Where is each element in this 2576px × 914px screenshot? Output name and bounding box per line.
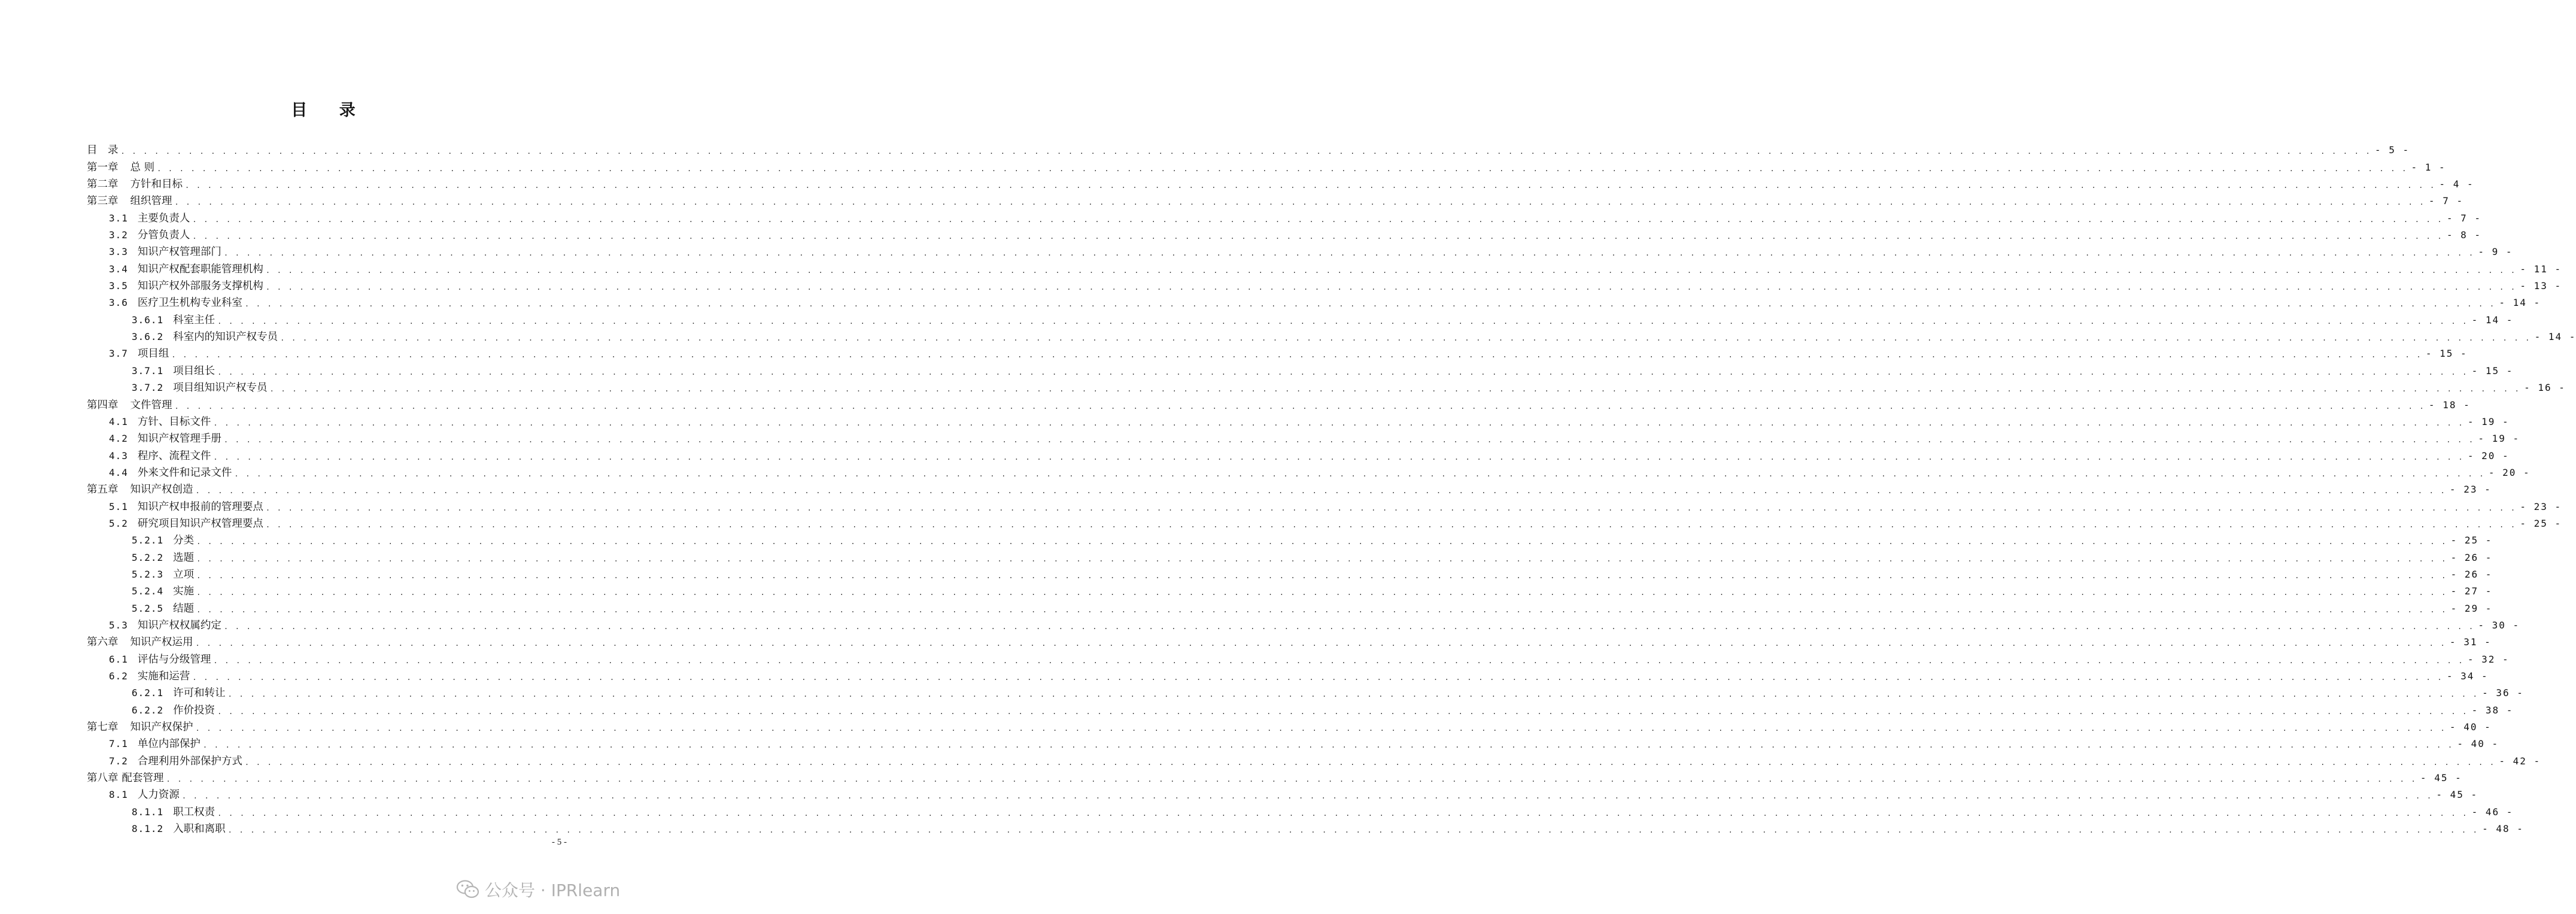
toc-dot-leader: . . . . . . . . . . . . . . . . . . . . . . . . . . . . . . . . . . . . . . . . . . . . . . . . . . . . . . . . . . . . . . . . . . . . . . . . . . . . . . . . . . . . . . . . . . . . . . . . . . . . . . . . . . . . . . . . . . . . . . . . . . . . . . . . . . . . . . . . . . . . . . . . . . . . . . . . . . . . . . . . . . . . . . . . . . . . . . . . . . . . . . . . . . . . . . . . . . . . . . . .	[269, 385, 2521, 394]
toc-entry[interactable]	[87, 227, 2481, 244]
toc-entry-title: 合理利用外部保护方式	[137, 755, 242, 767]
toc-entry-title: 人力资源	[137, 789, 180, 801]
toc-entry-label	[109, 210, 192, 227]
toc-entry-page: - 31 -	[2449, 636, 2492, 648]
toc-entry-page: - 27 -	[2450, 585, 2493, 597]
toc-dot-leader: . . . . . . . . . . . . . . . . . . . . . . . . . . . . . . . . . . . . . . . . . . . . . . . . . . . . . . . . . . . . . . . . . . . . . . . . . . . . . . . . . . . . . . . . . . . . . . . . . . . . . . . . . . . . . . . . . . . . . . . . . . . . . . . . . . . . . . . . . . . . . . . . . . . . . . . . . . . . . . . . . . . . . . . . . . . . . . . . . . . . . . . . . . . . . . . . . . . . . . . .	[195, 487, 2446, 496]
toc-dot-leader: . . . . . . . . . . . . . . . . . . . . . . . . . . . . . . . . . . . . . . . . . . . . . . . . . . . . . . . . . . . . . . . . . . . . . . . . . . . . . . . . . . . . . . . . . . . . . . . . . . . . . . . . . . . . . . . . . . . . . . . . . . . . . . . . . . . . . . . . . . . . . . . . . . . . . . . . . . . . . . . . . . . . . . . . . . . . . . . . . . . . . . . . . . . . . . . . . . . . . . . .	[223, 249, 2475, 258]
toc-entry-title: 分类	[173, 535, 195, 547]
toc-entry[interactable]	[87, 600, 2493, 617]
toc-entry-number: 3.7.1	[132, 365, 164, 376]
toc-entry-label	[87, 719, 196, 736]
toc-entry-title: 科室主任	[173, 314, 215, 326]
toc-entry-title: 结题	[173, 602, 195, 615]
toc-entry-number: 3.3	[109, 246, 128, 258]
toc-entry-label	[132, 685, 228, 702]
toc-entry[interactable]	[87, 498, 2562, 515]
toc-entry-title: 外来文件和记录文件	[137, 466, 232, 479]
toc-dot-leader: . . . . . . . . . . . . . . . . . . . . . . . . . . . . . . . . . . . . . . . . . . . . . . . . . . . . . . . . . . . . . . . . . . . . . . . . . . . . . . . . . . . . . . . . . . . . . . . . . . . . . . . . . . . . . . . . . . . . . . . . . . . . . . . . . . . . . . . . . . . . . . . . . . . . . . . . . . . . . . . . . . . . . . . . . . . . . . . . . . . . . . . . . . . . . . . . . . . . . . . .	[195, 639, 2446, 648]
toc-dot-leader: . . . . . . . . . . . . . . . . . . . . . . . . . . . . . . . . . . . . . . . . . . . . . . . . . . . . . . . . . . . . . . . . . . . . . . . . . . . . . . . . . . . . . . . . . . . . . . . . . . . . . . . . . . . . . . . . . . . . . . . . . . . . . . . . . . . . . . . . . . . . . . . . . . . . . . . . . . . . . . . . . . . . . . . . . . . . . . . . . . . . . . . . . . . . . . . . . . . . . . . .	[196, 554, 2447, 563]
toc-entry-label	[87, 176, 185, 193]
toc-entry[interactable]	[87, 668, 2489, 685]
toc-entry-number: 第五章	[87, 484, 119, 496]
toc-entry-label	[109, 787, 182, 803]
toc-entry[interactable]	[87, 345, 2468, 362]
toc-dot-leader: . . . . . . . . . . . . . . . . . . . . . . . . . . . . . . . . . . . . . . . . . . . . . . . . . . . . . . . . . . . . . . . . . . . . . . . . . . . . . . . . . . . . . . . . . . . . . . . . . . . . . . . . . . . . . . . . . . . . . . . . . . . . . . . . . . . . . . . . . . . . . . . . . . . . . . . . . . . . . . . . . . . . . . . . . . . . . . . . . . . . . . . . . . . . . . . . . . . . . . . .	[217, 368, 2468, 376]
toc-entry-page: - 7 -	[2428, 195, 2464, 207]
toc-entry-page: - 45 -	[2420, 772, 2462, 784]
toc-entry-number: 4.4	[109, 466, 128, 478]
toc-entry-title: 程序、流程文件	[137, 450, 211, 462]
toc-entry[interactable]	[87, 702, 2514, 718]
toc-entry-label	[132, 600, 196, 617]
toc-entry-title: 科室内的知识产权专员	[173, 331, 278, 344]
toc-dot-leader: . . . . . . . . . . . . . . . . . . . . . . . . . . . . . . . . . . . . . . . . . . . . . . . . . . . . . . . . . . . . . . . . . . . . . . . . . . . . . . . . . . . . . . . . . . . . . . . . . . . . . . . . . . . . . . . . . . . . . . . . . . . . . . . . . . . . . . . . . . . . . . . . . . . . . . . . . . . . . . . . . . . . . . . . . . . . . . . . . . . . . . . . . . . . . . . . . . . . . . . .	[213, 418, 2464, 427]
toc-entry-page: - 15 -	[2425, 348, 2468, 360]
toc-entry[interactable]	[87, 396, 2471, 413]
toc-entry-title: 知识产权权属约定	[137, 619, 221, 631]
toc-entry-page: - 46 -	[2471, 806, 2514, 818]
toc-entry[interactable]	[87, 294, 2541, 311]
toc-entry-title: 总 则	[130, 161, 155, 174]
toc-entry-page: - 38 -	[2471, 704, 2514, 716]
toc-entry-number: 8.1.2	[132, 823, 164, 835]
toc-entry-number: 3.7	[109, 348, 128, 360]
toc-entry[interactable]	[87, 821, 2524, 837]
toc-entry-page: - 13 -	[2520, 280, 2562, 292]
toc-entry-title: 方针和目标	[130, 178, 183, 191]
toc-entry-page: - 5 -	[2374, 144, 2410, 156]
toc-dot-leader: . . . . . . . . . . . . . . . . . . . . . . . . . . . . . . . . . . . . . . . . . . . . . . . . . . . . . . . . . . . . . . . . . . . . . . . . . . . . . . . . . . . . . . . . . . . . . . . . . . . . . . . . . . . . . . . . . . . . . . . . . . . . . . . . . . . . . . . . . . . . . . . . . . . . . . . . . . . . . . . . . . . . . . . . . . . . . . . . . . . . . . . . . . . . . . . . . . . . . . . .	[265, 283, 2517, 292]
toc-entry-title: 知识产权外部服务支撑机构	[137, 280, 263, 293]
toc-dot-leader: . . . . . . . . . . . . . . . . . . . . . . . . . . . . . . . . . . . . . . . . . . . . . . . . . . . . . . . . . . . . . . . . . . . . . . . . . . . . . . . . . . . . . . . . . . . . . . . . . . . . . . . . . . . . . . . . . . . . . . . . . . . . . . . . . . . . . . . . . . . . . . . . . . . . . . . . . . . . . . . . . . . . . . . . . . . . . . . . . . . . . . . . . . . . . . . . . . . . . . . .	[120, 147, 2371, 156]
toc-entry-number: 8.1.1	[132, 806, 164, 818]
toc-entry-label	[132, 549, 196, 566]
toc-entry-page: - 20 -	[2488, 466, 2531, 478]
toc-entry-page: - 32 -	[2467, 653, 2510, 665]
toc-entry-number: 5.2.4	[132, 585, 164, 597]
toc-entry-label	[109, 515, 266, 532]
toc-entry-title: 选题	[173, 551, 195, 564]
toc-entry-label	[109, 244, 224, 260]
toc-entry-page: - 25 -	[2450, 535, 2493, 546]
toc-entry-label	[132, 532, 196, 549]
toc-entry-page: - 19 -	[2478, 433, 2520, 445]
toc-entry-number: 4.2	[109, 433, 128, 445]
toc-dot-leader: . . . . . . . . . . . . . . . . . . . . . . . . . . . . . . . . . . . . . . . . . . . . . . . . . . . . . . . . . . . . . . . . . . . . . . . . . . . . . . . . . . . . . . . . . . . . . . . . . . . . . . . . . . . . . . . . . . . . . . . . . . . . . . . . . . . . . . . . . . . . . . . . . . . . . . . . . . . . . . . . . . . . . . . . . . . . . . . . . . . . . . . . . . . . . . . . . . . . . . . .	[244, 758, 2496, 767]
toc-entry[interactable]	[87, 583, 2493, 600]
toc-entry-number: 3.6	[109, 297, 128, 309]
toc-entry-number: 3.7.2	[132, 382, 164, 394]
toc-entry-page: - 42 -	[2499, 755, 2541, 767]
toc-entry-page: - 11 -	[2520, 263, 2562, 275]
toc-entry[interactable]	[87, 260, 2562, 277]
toc-entry[interactable]	[87, 193, 2464, 209]
toc-entry-title: 许可和转让	[173, 687, 226, 700]
toc-entry-page: - 15 -	[2471, 365, 2514, 376]
toc-entry-title: 主要负责人	[137, 212, 190, 224]
toc-entry-number: 第四章	[87, 399, 119, 411]
toc-entry-title: 知识产权管理部门	[137, 246, 221, 259]
toc-entry-number: 6.2.2	[132, 704, 164, 716]
toc-entry-title: 目 录	[87, 144, 119, 157]
toc-entry-label	[132, 312, 217, 329]
toc-entry-label	[87, 142, 121, 159]
toc-entry-label	[109, 261, 266, 278]
toc-entry-label	[132, 804, 217, 821]
toc-entry-page: - 8 -	[2446, 229, 2481, 241]
toc-entry-page: - 1 -	[2411, 161, 2446, 173]
toc-entry-title: 知识产权申报前的管理要点	[137, 500, 263, 513]
toc-entry-title: 项目组知识产权专员	[173, 382, 268, 394]
toc-entry-label	[87, 159, 157, 176]
toc-entry-label	[109, 430, 224, 447]
toc-entry-page: - 45 -	[2436, 789, 2478, 801]
toc-entry-label	[132, 566, 196, 583]
toc-entry-page: - 26 -	[2450, 568, 2493, 580]
toc-entry-number: 5.3	[109, 619, 128, 631]
toc-dot-leader: . . . . . . . . . . . . . . . . . . . . . . . . . . . . . . . . . . . . . . . . . . . . . . . . . . . . . . . . . . . . . . . . . . . . . . . . . . . . . . . . . . . . . . . . . . . . . . . . . . . . . . . . . . . . . . . . . . . . . . . . . . . . . . . . . . . . . . . . . . . . . . . . . . . . . . . . . . . . . . . . . . . . . . . . . . . . . . . . . . . . . . . . . . . . . . . . . . . . . . . .	[174, 198, 2425, 207]
toc-entry-label	[109, 345, 171, 362]
toc-entry-label	[132, 821, 228, 837]
toc-dot-leader: . . . . . . . . . . . . . . . . . . . . . . . . . . . . . . . . . . . . . . . . . . . . . . . . . . . . . . . . . . . . . . . . . . . . . . . . . . . . . . . . . . . . . . . . . . . . . . . . . . . . . . . . . . . . . . . . . . . . . . . . . . . . . . . . . . . . . . . . . . . . . . . . . . . . . . . . . . . . . . . . . . . . . . . . . . . . . . . . . . . . . . . . . . . . . . . . . . . . . . . .	[166, 775, 2417, 784]
toc-dot-leader: . . . . . . . . . . . . . . . . . . . . . . . . . . . . . . . . . . . . . . . . . . . . . . . . . . . . . . . . . . . . . . . . . . . . . . . . . . . . . . . . . . . . . . . . . . . . . . . . . . . . . . . . . . . . . . . . . . . . . . . . . . . . . . . . . . . . . . . . . . . . . . . . . . . . . . . . . . . . . . . . . . . . . . . . . . . . . . . . . . . . . . . . . . . . . . . . . . . . . . . .	[227, 690, 2479, 699]
toc-entry[interactable]	[87, 634, 2492, 651]
toc-entry-number: 第七章	[87, 721, 119, 734]
toc-entry-title: 文件管理	[130, 399, 172, 411]
toc-entry-page: - 14 -	[2534, 331, 2576, 343]
toc-entry-number: 3.6.2	[132, 331, 164, 343]
toc-entry-page: - 18 -	[2428, 399, 2471, 411]
toc-entry-title: 入职和离职	[173, 823, 226, 836]
toc-entry-label	[87, 770, 166, 787]
toc-entry-label	[109, 448, 213, 464]
toc-entry-title: 单位内部保护	[137, 738, 201, 751]
page-title: 目 录	[291, 101, 369, 120]
toc-dot-leader: . . . . . . . . . . . . . . . . . . . . . . . . . . . . . . . . . . . . . . . . . . . . . . . . . . . . . . . . . . . . . . . . . . . . . . . . . . . . . . . . . . . . . . . . . . . . . . . . . . . . . . . . . . . . . . . . . . . . . . . . . . . . . . . . . . . . . . . . . . . . . . . . . . . . . . . . . . . . . . . . . . . . . . . . . . . . . . . . . . . . . . . . . . . . . . . . . . . . . . . .	[217, 317, 2468, 326]
toc-dot-leader: . . . . . . . . . . . . . . . . . . . . . . . . . . . . . . . . . . . . . . . . . . . . . . . . . . . . . . . . . . . . . . . . . . . . . . . . . . . . . . . . . . . . . . . . . . . . . . . . . . . . . . . . . . . . . . . . . . . . . . . . . . . . . . . . . . . . . . . . . . . . . . . . . . . . . . . . . . . . . . . . . . . . . . . . . . . . . . . . . . . . . . . . . . . . . . . . . . . . . . . .	[202, 741, 2454, 750]
toc-entry-number: 3.6.1	[132, 314, 164, 326]
toc-dot-leader: . . . . . . . . . . . . . . . . . . . . . . . . . . . . . . . . . . . . . . . . . . . . . . . . . . . . . . . . . . . . . . . . . . . . . . . . . . . . . . . . . . . . . . . . . . . . . . . . . . . . . . . . . . . . . . . . . . . . . . . . . . . . . . . . . . . . . . . . . . . . . . . . . . . . . . . . . . . . . . . . . . . . . . . . . . . . . . . . . . . . . . . . . . . . . . . . . . . . . . . .	[174, 402, 2425, 411]
wechat-icon	[456, 879, 480, 900]
toc-entry-label	[132, 379, 270, 396]
toc-entry-number: 第六章	[87, 636, 119, 649]
toc-entry[interactable]	[87, 430, 2520, 447]
toc-entry-number: 5.2.3	[132, 568, 164, 580]
toc-entry-number: 5.2.1	[132, 535, 164, 546]
toc-entry[interactable]	[87, 209, 2481, 226]
toc-entry-page: - 7 -	[2446, 212, 2481, 224]
toc-entry-label	[109, 499, 266, 515]
toc-entry-number: 3.5	[109, 280, 128, 292]
toc-entry[interactable]	[87, 515, 2562, 532]
toc-entry-number: 第八章	[87, 772, 119, 785]
table-of-contents	[87, 142, 2576, 837]
toc-entry-title: 作价投资	[173, 704, 215, 716]
toc-entry-number: 7.1	[109, 738, 128, 750]
toc-entry[interactable]	[87, 787, 2478, 803]
toc-entry[interactable]	[87, 278, 2562, 294]
toc-entry-number: 4.1	[109, 415, 128, 427]
toc-dot-leader: . . . . . . . . . . . . . . . . . . . . . . . . . . . . . . . . . . . . . . . . . . . . . . . . . . . . . . . . . . . . . . . . . . . . . . . . . . . . . . . . . . . . . . . . . . . . . . . . . . . . . . . . . . . . . . . . . . . . . . . . . . . . . . . . . . . . . . . . . . . . . . . . . . . . . . . . . . . . . . . . . . . . . . . . . . . . . . . . . . . . . . . . . . . . . . . . . . . . . . . .	[196, 605, 2447, 614]
toc-dot-leader: . . . . . . . . . . . . . . . . . . . . . . . . . . . . . . . . . . . . . . . . . . . . . . . . . . . . . . . . . . . . . . . . . . . . . . . . . . . . . . . . . . . . . . . . . . . . . . . . . . . . . . . . . . . . . . . . . . . . . . . . . . . . . . . . . . . . . . . . . . . . . . . . . . . . . . . . . . . . . . . . . . . . . . . . . . . . . . . . . . . . . . . . . . . . . . . . . . . . . . . .	[195, 724, 2446, 733]
toc-entry-label	[109, 464, 234, 481]
toc-entry-label	[109, 278, 266, 294]
toc-dot-leader: . . . . . . . . . . . . . . . . . . . . . . . . . . . . . . . . . . . . . . . . . . . . . . . . . . . . . . . . . . . . . . . . . . . . . . . . . . . . . . . . . . . . . . . . . . . . . . . . . . . . . . . . . . . . . . . . . . . . . . . . . . . . . . . . . . . . . . . . . . . . . . . . . . . . . . . . . . . . . . . . . . . . . . . . . . . . . . . . . . . . . . . . . . . . . . . . . . . . . . . .	[171, 351, 2422, 360]
toc-entry[interactable]	[87, 362, 2514, 379]
toc-entry-number: 6.2	[109, 670, 128, 682]
toc-entry-page: - 40 -	[2457, 738, 2499, 750]
toc-entry-title: 知识产权创造	[130, 484, 193, 496]
toc-dot-leader: . . . . . . . . . . . . . . . . . . . . . . . . . . . . . . . . . . . . . . . . . . . . . . . . . . . . . . . . . . . . . . . . . . . . . . . . . . . . . . . . . . . . . . . . . . . . . . . . . . . . . . . . . . . . . . . . . . . . . . . . . . . . . . . . . . . . . . . . . . . . . . . . . . . . . . . . . . . . . . . . . . . . . . . . . . . . . . . . . . . . . . . . . . . . . . . . . . . . . . . .	[192, 215, 2443, 224]
toc-entry-number: 7.2	[109, 755, 128, 767]
toc-entry-title: 知识产权运用	[130, 636, 193, 649]
toc-entry-label	[87, 397, 175, 414]
toc-entry[interactable]	[87, 159, 2446, 175]
toc-entry-page: - 25 -	[2520, 517, 2562, 529]
toc-entry-number: 3.1	[109, 212, 128, 224]
toc-dot-leader: . . . . . . . . . . . . . . . . . . . . . . . . . . . . . . . . . . . . . . . . . . . . . . . . . . . . . . . . . . . . . . . . . . . . . . . . . . . . . . . . . . . . . . . . . . . . . . . . . . . . . . . . . . . . . . . . . . . . . . . . . . . . . . . . . . . . . . . . . . . . . . . . . . . . . . . . . . . . . . . . . . . . . . . . . . . . . . . . . . . . . . . . . . . . . . . . . . . . . . . .	[223, 436, 2475, 445]
toc-dot-leader: . . . . . . . . . . . . . . . . . . . . . . . . . . . . . . . . . . . . . . . . . . . . . . . . . . . . . . . . . . . . . . . . . . . . . . . . . . . . . . . . . . . . . . . . . . . . . . . . . . . . . . . . . . . . . . . . . . . . . . . . . . . . . . . . . . . . . . . . . . . . . . . . . . . . . . . . . . . . . . . . . . . . . . . . . . . . . . . . . . . . . . . . . . . . . . . . . . . . . . . .	[217, 707, 2468, 716]
toc-entry-number: 5.2	[109, 517, 128, 529]
toc-entry[interactable]	[87, 736, 2499, 752]
toc-entry[interactable]	[87, 685, 2524, 702]
toc-entry-label	[132, 583, 196, 600]
toc-entry-label	[109, 668, 192, 685]
toc-entry[interactable]	[87, 770, 2462, 787]
toc-entry[interactable]	[87, 651, 2510, 667]
toc-entry-page: - 16 -	[2524, 382, 2566, 394]
toc-entry-title: 项目组长	[173, 365, 215, 377]
toc-dot-leader: . . . . . . . . . . . . . . . . . . . . . . . . . . . . . . . . . . . . . . . . . . . . . . . . . . . . . . . . . . . . . . . . . . . . . . . . . . . . . . . . . . . . . . . . . . . . . . . . . . . . . . . . . . . . . . . . . . . . . . . . . . . . . . . . . . . . . . . . . . . . . . . . . . . . . . . . . . . . . . . . . . . . . . . . . . . . . . . . . . . . . . . . . . . . . . . . . . . . . . . .	[223, 622, 2475, 631]
toc-entry-number: 6.2.1	[132, 687, 164, 699]
toc-entry[interactable]	[87, 447, 2510, 464]
toc-entry-page: - 9 -	[2478, 246, 2513, 258]
toc-entry-title: 知识产权保护	[130, 721, 193, 734]
toc-entry-label	[109, 294, 245, 311]
toc-entry-number: 5.2.2	[132, 551, 164, 563]
toc-entry-page: - 34 -	[2446, 670, 2489, 682]
toc-entry-label	[87, 634, 196, 651]
toc-entry-title: 项目组	[137, 348, 169, 360]
toc-entry[interactable]	[87, 566, 2493, 583]
toc-entry[interactable]	[87, 464, 2531, 481]
toc-dot-leader: . . . . . . . . . . . . . . . . . . . . . . . . . . . . . . . . . . . . . . . . . . . . . . . . . . . . . . . . . . . . . . . . . . . . . . . . . . . . . . . . . . . . . . . . . . . . . . . . . . . . . . . . . . . . . . . . . . . . . . . . . . . . . . . . . . . . . . . . . . . . . . . . . . . . . . . . . . . . . . . . . . . . . . . . . . . . . . . . . . . . . . . . . . . . . . . . . . . . . . . .	[196, 588, 2447, 597]
toc-entry-page: - 20 -	[2467, 450, 2510, 461]
toc-entry[interactable]	[87, 379, 2566, 396]
toc-entry-number: 第二章	[87, 178, 119, 191]
toc-entry-page: - 40 -	[2449, 721, 2492, 733]
toc-dot-leader: . . . . . . . . . . . . . . . . . . . . . . . . . . . . . . . . . . . . . . . . . . . . . . . . . . . . . . . . . . . . . . . . . . . . . . . . . . . . . . . . . . . . . . . . . . . . . . . . . . . . . . . . . . . . . . . . . . . . . . . . . . . . . . . . . . . . . . . . . . . . . . . . . . . . . . . . . . . . . . . . . . . . . . . . . . . . . . . . . . . . . . . . . . . . . . . . . . . . . . . .	[196, 538, 2447, 546]
toc-entry-title: 组织管理	[130, 195, 172, 208]
toc-entry[interactable]	[87, 532, 2493, 549]
toc-entry-number: 8.1	[109, 789, 128, 801]
toc-entry[interactable]	[87, 329, 2576, 345]
toc-entry[interactable]	[87, 549, 2493, 566]
toc-entry-title: 评估与分级管理	[137, 653, 211, 666]
toc-dot-leader: . . . . . . . . . . . . . . . . . . . . . . . . . . . . . . . . . . . . . . . . . . . . . . . . . . . . . . . . . . . . . . . . . . . . . . . . . . . . . . . . . . . . . . . . . . . . . . . . . . . . . . . . . . . . . . . . . . . . . . . . . . . . . . . . . . . . . . . . . . . . . . . . . . . . . . . . . . . . . . . . . . . . . . . . . . . . . . . . . . . . . . . . . . . . . . . . . . . . . . . .	[196, 571, 2447, 580]
watermark	[456, 877, 620, 901]
toc-entry[interactable]	[87, 752, 2541, 769]
toc-entry[interactable]	[87, 311, 2514, 328]
toc-entry-page: - 14 -	[2471, 314, 2514, 326]
toc-entry-page: - 29 -	[2450, 602, 2493, 614]
toc-dot-leader: . . . . . . . . . . . . . . . . . . . . . . . . . . . . . . . . . . . . . . . . . . . . . . . . . . . . . . . . . . . . . . . . . . . . . . . . . . . . . . . . . . . . . . . . . . . . . . . . . . . . . . . . . . . . . . . . . . . . . . . . . . . . . . . . . . . . . . . . . . . . . . . . . . . . . . . . . . . . . . . . . . . . . . . . . . . . . . . . . . . . . . . . . . . . . . . . . . . . . . . .	[213, 656, 2464, 665]
toc-entry-label	[132, 363, 217, 379]
toc-dot-leader: . . . . . . . . . . . . . . . . . . . . . . . . . . . . . . . . . . . . . . . . . . . . . . . . . . . . . . . . . . . . . . . . . . . . . . . . . . . . . . . . . . . . . . . . . . . . . . . . . . . . . . . . . . . . . . . . . . . . . . . . . . . . . . . . . . . . . . . . . . . . . . . . . . . . . . . . . . . . . . . . . . . . . . . . . . . . . . . . . . . . . . . . . . . . . . . . . . . . . . . .	[234, 469, 2485, 478]
toc-entry-label	[109, 414, 213, 430]
toc-dot-leader: . . . . . . . . . . . . . . . . . . . . . . . . . . . . . . . . . . . . . . . . . . . . . . . . . . . . . . . . . . . . . . . . . . . . . . . . . . . . . . . . . . . . . . . . . . . . . . . . . . . . . . . . . . . . . . . . . . . . . . . . . . . . . . . . . . . . . . . . . . . . . . . . . . . . . . . . . . . . . . . . . . . . . . . . . . . . . . . . . . . . . . . . . . . . . . . . . . . . . . . .	[181, 792, 2433, 801]
toc-dot-leader: . . . . . . . . . . . . . . . . . . . . . . . . . . . . . . . . . . . . . . . . . . . . . . . . . . . . . . . . . . . . . . . . . . . . . . . . . . . . . . . . . . . . . . . . . . . . . . . . . . . . . . . . . . . . . . . . . . . . . . . . . . . . . . . . . . . . . . . . . . . . . . . . . . . . . . . . . . . . . . . . . . . . . . . . . . . . . . . . . . . . . . . . . . . . . . . . . . . . . . . .	[280, 334, 2531, 343]
toc-dot-leader: . . . . . . . . . . . . . . . . . . . . . . . . . . . . . . . . . . . . . . . . . . . . . . . . . . . . . . . . . . . . . . . . . . . . . . . . . . . . . . . . . . . . . . . . . . . . . . . . . . . . . . . . . . . . . . . . . . . . . . . . . . . . . . . . . . . . . . . . . . . . . . . . . . . . . . . . . . . . . . . . . . . . . . . . . . . . . . . . . . . . . . . . . . . . . . . . . . . . . . . .	[217, 809, 2468, 818]
toc-entry-title: 医疗卫生机构专业科室	[137, 297, 242, 309]
toc-entry[interactable]	[87, 481, 2492, 498]
toc-entry-number: 第三章	[87, 195, 119, 208]
toc-entry-title: 立项	[173, 568, 195, 581]
toc-dot-leader: . . . . . . . . . . . . . . . . . . . . . . . . . . . . . . . . . . . . . . . . . . . . . . . . . . . . . . . . . . . . . . . . . . . . . . . . . . . . . . . . . . . . . . . . . . . . . . . . . . . . . . . . . . . . . . . . . . . . . . . . . . . . . . . . . . . . . . . . . . . . . . . . . . . . . . . . . . . . . . . . . . . . . . . . . . . . . . . . . . . . . . . . . . . . . . . . . . . . . . . .	[265, 503, 2517, 512]
toc-entry-number: 第一章	[87, 161, 119, 174]
toc-dot-leader: . . . . . . . . . . . . . . . . . . . . . . . . . . . . . . . . . . . . . . . . . . . . . . . . . . . . . . . . . . . . . . . . . . . . . . . . . . . . . . . . . . . . . . . . . . . . . . . . . . . . . . . . . . . . . . . . . . . . . . . . . . . . . . . . . . . . . . . . . . . . . . . . . . . . . . . . . . . . . . . . . . . . . . . . . . . . . . . . . . . . . . . . . . . . . . . . . . . . . . . .	[192, 673, 2443, 682]
toc-entry-number: 6.1	[109, 653, 128, 665]
watermark-text: 公众号 · IPRlearn	[485, 880, 621, 900]
toc-entry-title: 知识产权管理手册	[137, 433, 221, 445]
toc-entry-label	[109, 227, 192, 244]
toc-entry[interactable]	[87, 142, 2410, 159]
toc-entry-page: - 48 -	[2482, 823, 2524, 835]
toc-entry[interactable]	[87, 719, 2492, 736]
toc-entry-page: - 36 -	[2482, 687, 2524, 699]
toc-dot-leader: . . . . . . . . . . . . . . . . . . . . . . . . . . . . . . . . . . . . . . . . . . . . . . . . . . . . . . . . . . . . . . . . . . . . . . . . . . . . . . . . . . . . . . . . . . . . . . . . . . . . . . . . . . . . . . . . . . . . . . . . . . . . . . . . . . . . . . . . . . . . . . . . . . . . . . . . . . . . . . . . . . . . . . . . . . . . . . . . . . . . . . . . . . . . . . . . . . . . . . . .	[265, 520, 2517, 529]
toc-entry-title: 职工权责	[173, 806, 215, 818]
toc-dot-leader: . . . . . . . . . . . . . . . . . . . . . . . . . . . . . . . . . . . . . . . . . . . . . . . . . . . . . . . . . . . . . . . . . . . . . . . . . . . . . . . . . . . . . . . . . . . . . . . . . . . . . . . . . . . . . . . . . . . . . . . . . . . . . . . . . . . . . . . . . . . . . . . . . . . . . . . . . . . . . . . . . . . . . . . . . . . . . . . . . . . . . . . . . . . . . . . . . . . . . . . .	[265, 266, 2517, 275]
toc-entry[interactable]	[87, 414, 2510, 430]
toc-entry-title: 实施和运营	[137, 670, 190, 682]
toc-entry-page: - 30 -	[2478, 619, 2520, 631]
toc-entry-label	[87, 193, 175, 209]
toc-entry-label	[109, 753, 245, 770]
toc-dot-leader: . . . . . . . . . . . . . . . . . . . . . . . . . . . . . . . . . . . . . . . . . . . . . . . . . . . . . . . . . . . . . . . . . . . . . . . . . . . . . . . . . . . . . . . . . . . . . . . . . . . . . . . . . . . . . . . . . . . . . . . . . . . . . . . . . . . . . . . . . . . . . . . . . . . . . . . . . . . . . . . . . . . . . . . . . . . . . . . . . . . . . . . . . . . . . . . . . . . . . . . .	[244, 300, 2496, 309]
toc-dot-leader: . . . . . . . . . . . . . . . . . . . . . . . . . . . . . . . . . . . . . . . . . . . . . . . . . . . . . . . . . . . . . . . . . . . . . . . . . . . . . . . . . . . . . . . . . . . . . . . . . . . . . . . . . . . . . . . . . . . . . . . . . . . . . . . . . . . . . . . . . . . . . . . . . . . . . . . . . . . . . . . . . . . . . . . . . . . . . . . . . . . . . . . . . . . . . . . . . . . . . . . .	[192, 232, 2443, 241]
toc-entry-title: 方针、目标文件	[137, 415, 211, 428]
toc-entry[interactable]	[87, 176, 2474, 193]
toc-entry-page: - 4 -	[2439, 178, 2474, 190]
toc-entry-page: - 23 -	[2520, 500, 2562, 512]
toc-entry-label	[87, 481, 196, 498]
toc-dot-leader: . . . . . . . . . . . . . . . . . . . . . . . . . . . . . . . . . . . . . . . . . . . . . . . . . . . . . . . . . . . . . . . . . . . . . . . . . . . . . . . . . . . . . . . . . . . . . . . . . . . . . . . . . . . . . . . . . . . . . . . . . . . . . . . . . . . . . . . . . . . . . . . . . . . . . . . . . . . . . . . . . . . . . . . . . . . . . . . . . . . . . . . . . . . . . . . . . . . . . . . .	[227, 826, 2479, 835]
toc-entry[interactable]	[87, 244, 2513, 260]
toc-entry-label	[109, 617, 224, 634]
toc-entry-title: 分管负责人	[137, 229, 190, 242]
toc-entry-number: 3.2	[109, 229, 128, 241]
toc-entry-label	[132, 702, 217, 719]
toc-entry-page: - 23 -	[2449, 484, 2492, 496]
toc-entry-page: - 19 -	[2467, 415, 2510, 427]
toc-entry[interactable]	[87, 617, 2520, 634]
toc-entry[interactable]	[87, 803, 2514, 820]
toc-entry-label	[109, 651, 213, 668]
toc-dot-leader: . . . . . . . . . . . . . . . . . . . . . . . . . . . . . . . . . . . . . . . . . . . . . . . . . . . . . . . . . . . . . . . . . . . . . . . . . . . . . . . . . . . . . . . . . . . . . . . . . . . . . . . . . . . . . . . . . . . . . . . . . . . . . . . . . . . . . . . . . . . . . . . . . . . . . . . . . . . . . . . . . . . . . . . . . . . . . . . . . . . . . . . . . . . . . . . . . . . . . . . .	[213, 453, 2464, 461]
toc-dot-leader: . . . . . . . . . . . . . . . . . . . . . . . . . . . . . . . . . . . . . . . . . . . . . . . . . . . . . . . . . . . . . . . . . . . . . . . . . . . . . . . . . . . . . . . . . . . . . . . . . . . . . . . . . . . . . . . . . . . . . . . . . . . . . . . . . . . . . . . . . . . . . . . . . . . . . . . . . . . . . . . . . . . . . . . . . . . . . . . . . . . . . . . . . . . . . . . . . . . . . . . .	[185, 181, 2436, 190]
toc-entry-number: 5.2.5	[132, 602, 164, 614]
page-number: - 5 -	[552, 837, 567, 847]
toc-entry-title: 知识产权配套职能管理机构	[137, 263, 263, 275]
toc-entry-title: 研究项目知识产权管理要点	[137, 517, 263, 530]
toc-entry-title: 实施	[173, 585, 195, 598]
toc-entry-page: - 26 -	[2450, 551, 2493, 563]
toc-dot-leader: . . . . . . . . . . . . . . . . . . . . . . . . . . . . . . . . . . . . . . . . . . . . . . . . . . . . . . . . . . . . . . . . . . . . . . . . . . . . . . . . . . . . . . . . . . . . . . . . . . . . . . . . . . . . . . . . . . . . . . . . . . . . . . . . . . . . . . . . . . . . . . . . . . . . . . . . . . . . . . . . . . . . . . . . . . . . . . . . . . . . . . . . . . . . . . . . . . . . . . . .	[157, 164, 2408, 173]
toc-entry-title: 配套管理	[121, 772, 164, 785]
toc-entry-page: - 14 -	[2499, 297, 2541, 309]
toc-entry-number: 4.3	[109, 450, 128, 461]
toc-entry-number: 5.1	[109, 500, 128, 512]
toc-entry-number: 3.4	[109, 263, 128, 275]
toc-entry-label	[132, 329, 280, 345]
toc-entry-label	[109, 736, 203, 752]
